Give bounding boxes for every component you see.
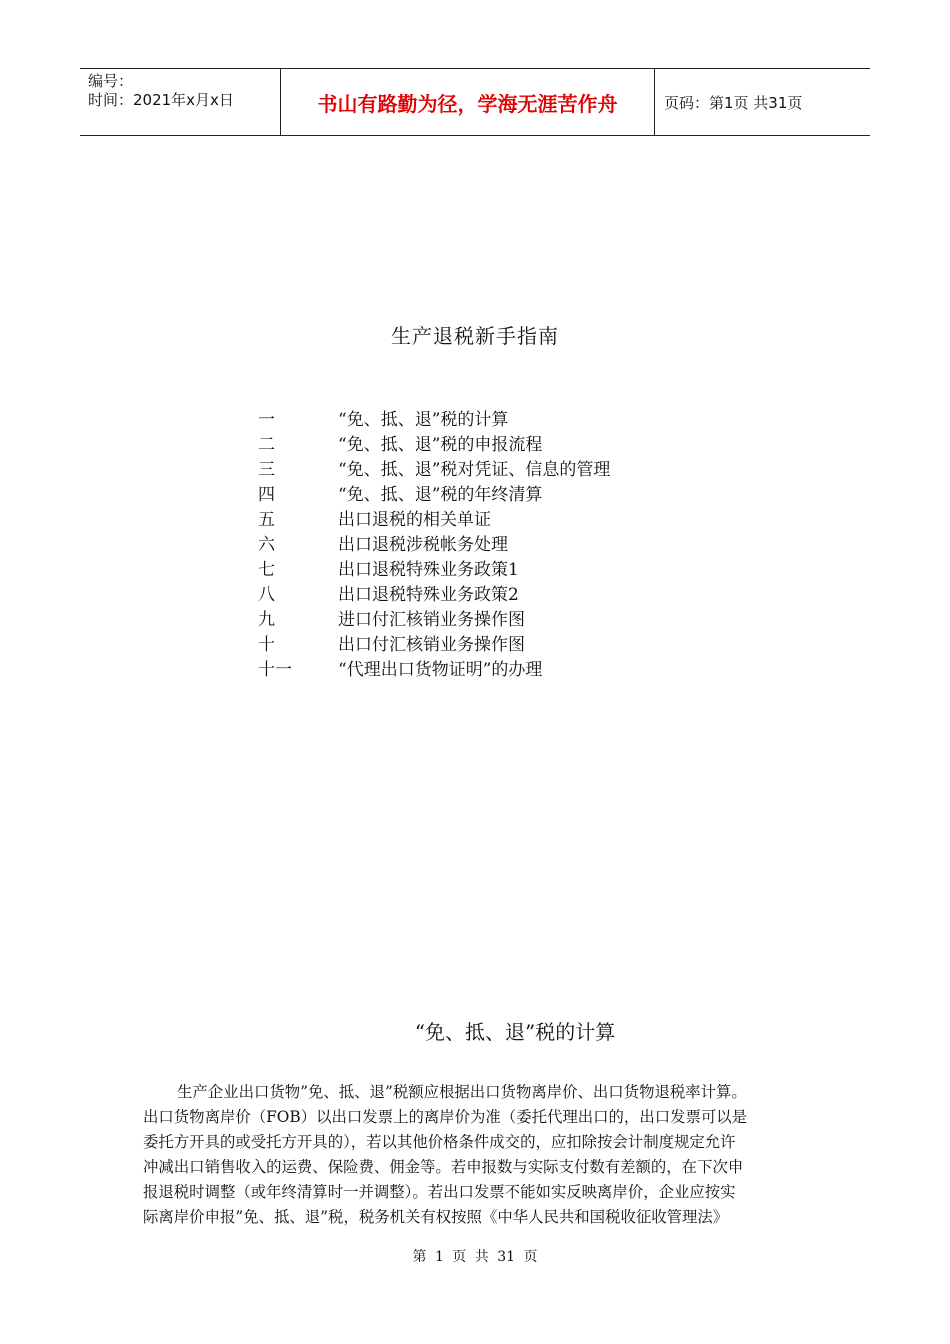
toc-item-number: 八 <box>258 585 275 605</box>
toc-item-text: 出口退税涉税帐务处理 <box>338 535 508 555</box>
toc-item-text: 出口退税特殊业务政策2 <box>338 585 519 605</box>
toc-item-number: 四 <box>258 485 275 505</box>
body-line: 委托方开具的或受托方开具的），若以其他价格条件成交的，应扣除按会计制度规定允许 <box>143 1133 736 1151</box>
toc-item-number: 六 <box>258 535 275 555</box>
body-line: 报退税时调整（或年终清算时一并调整）。若出口发票不能如实反映离岸价，企业应按实 <box>143 1183 736 1201</box>
toc-item-text: “代理出口货物证明”的办理 <box>338 660 543 680</box>
document-title: 生产退税新手指南 <box>391 324 559 348</box>
toc-item <box>258 533 718 558</box>
toc-item <box>258 508 718 533</box>
toc-item-number: 五 <box>258 510 275 530</box>
toc-item <box>258 608 718 633</box>
toc-item-number: 七 <box>258 560 275 580</box>
section-title: “免、抵、退”税的计算 <box>414 1020 616 1044</box>
body-line: 出口货物离岸价（FOB）以出口发票上的离岸价为准（委托代理出口的，出口发票可以是 <box>143 1108 748 1126</box>
toc-item-number: 二 <box>258 435 275 455</box>
body-line: 生产企业出口货物”免、抵、退”税额应根据出口货物离岸价、出口货物退税率计算。 <box>177 1083 747 1101</box>
toc-item-text: “免、抵、退”税对凭证、信息的管理 <box>338 460 611 480</box>
toc-item-text: 进口付汇核销业务操作图 <box>338 610 525 630</box>
toc-item-number: 三 <box>258 460 275 480</box>
toc-item-number: 一 <box>258 410 275 430</box>
toc-item-text: 出口付汇核销业务操作图 <box>338 635 525 655</box>
document-number-label: 编号： <box>88 72 134 90</box>
toc-item-text: “免、抵、退”税的年终清算 <box>338 485 543 505</box>
toc-item <box>258 633 718 658</box>
toc-item-text: “免、抵、退”税的计算 <box>338 410 509 430</box>
header-page-info: 页码：第1页 共31页 <box>664 93 803 112</box>
toc-item-number: 九 <box>258 610 275 630</box>
page-footer: 第 1 页 共 31 页 <box>412 1249 538 1265</box>
toc-item-number: 十 <box>258 635 275 655</box>
toc-item-number: 十一 <box>258 660 292 680</box>
table-of-contents <box>258 408 718 683</box>
page-header <box>80 68 870 136</box>
toc-item-text: 出口退税特殊业务政策1 <box>338 560 519 580</box>
toc-item-text: “免、抵、退”税的申报流程 <box>338 435 543 455</box>
header-motto: 书山有路勤为径，学海无涯苦作舟 <box>281 69 655 135</box>
section-body <box>143 1080 813 1230</box>
toc-item <box>258 658 718 683</box>
toc-item <box>258 408 718 433</box>
toc-item <box>258 458 718 483</box>
toc-item-text: 出口退税的相关单证 <box>338 510 491 530</box>
document-time-label: 时间：2021年x月x日 <box>88 91 234 109</box>
toc-item <box>258 583 718 608</box>
body-line: 冲减出口销售收入的运费、保险费、佣金等。若申报数与实际支付数有差额的，在下次申 <box>143 1158 744 1176</box>
body-line: 际离岸价申报”免、抵、退”税，税务机关有权按照《中华人民共和国税收征收管理法》 <box>143 1208 729 1226</box>
toc-item <box>258 483 718 508</box>
toc-item <box>258 558 718 583</box>
header-meta-cell <box>80 69 281 135</box>
toc-item <box>258 433 718 458</box>
